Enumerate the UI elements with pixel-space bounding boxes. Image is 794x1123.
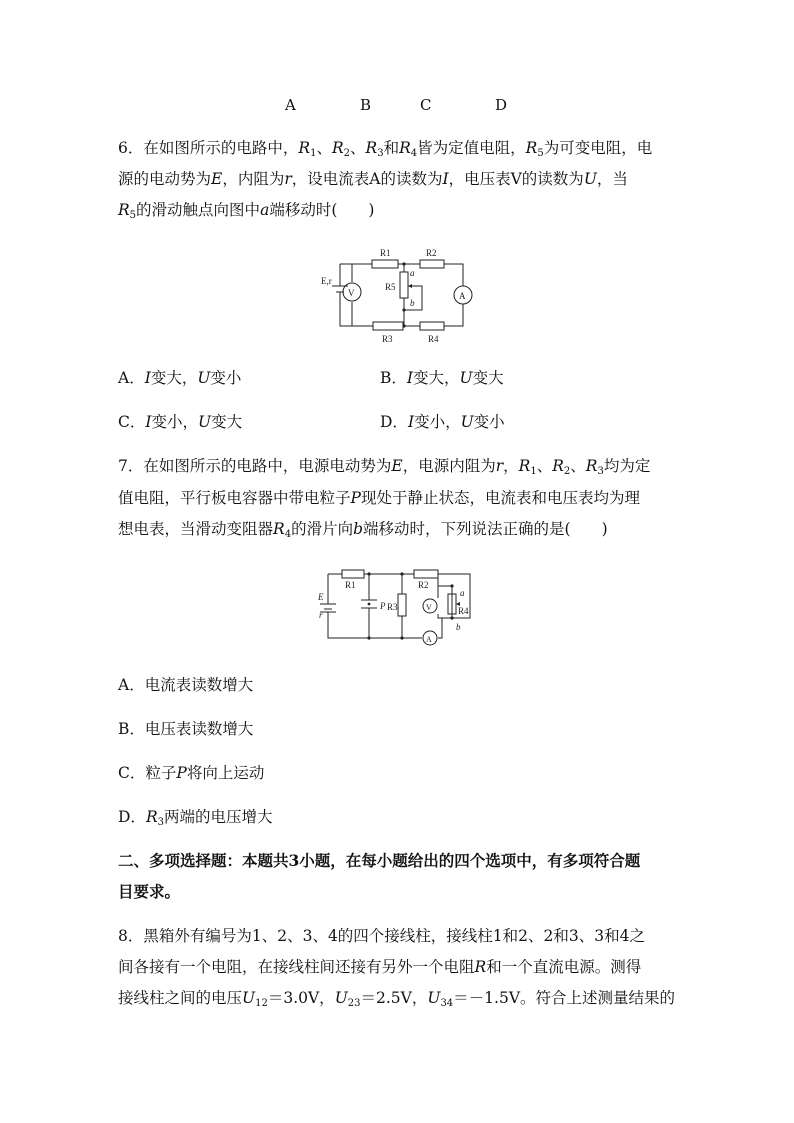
q6-option-c[interactable]: C．I变小，U变大	[118, 413, 243, 431]
fig7-v: V	[426, 603, 432, 612]
fig7-b-point: b	[456, 622, 461, 632]
fig7-e: E	[318, 592, 324, 602]
fig6-r2: R2	[426, 248, 437, 258]
q6-option-d[interactable]: D．I变小，U变小	[380, 413, 505, 431]
q6-line-1: 6．在如图所示的电路中，$R_1$、$R_2$、$R_3$和$R_4$皆为定值电阻，$R_5$为可变电阻，电	[118, 139, 653, 159]
fig7-r: r	[319, 610, 323, 620]
top-label-a: A	[285, 96, 296, 114]
q7-line-1: 7．在如图所示的电路中，电源电动势为E，电源内阻为r，$R_1$、$R_2$、$R_3$均为定	[118, 457, 651, 477]
q7-line-2: 值电阻，平行板电容器中带电粒子P现处于静止状态，电流表和电压表均为理	[118, 489, 640, 507]
top-label-d: D	[495, 96, 508, 114]
fig7-r3: R3	[387, 602, 398, 612]
q7-option-d[interactable]: D．$R_3$两端的电压增大	[118, 808, 273, 828]
fig6-a-point: a	[410, 268, 415, 278]
q6-option-a[interactable]: A．I变大，U变小	[118, 369, 242, 387]
q7-option-c[interactable]: C．粒子P将向上运动	[118, 764, 265, 782]
fig6-v: V	[348, 288, 355, 298]
q7-option-b[interactable]: B．电压表读数增大	[118, 720, 254, 738]
fig6-r3: R3	[382, 334, 393, 344]
section-2-heading-line-2: 目要求。	[118, 882, 181, 901]
q6-line-3: $R_5$的滑动触点向图中a端移动时( )	[118, 201, 375, 221]
q8-line-2: 间各接有一个电阻，在接线柱间还接有另外一个电阻R和一个直流电源。测得	[118, 958, 642, 976]
fig6-b-point: b	[410, 298, 415, 308]
q6-option-b[interactable]: B．I变大，U变大	[380, 369, 504, 387]
fig6-r4: R4	[428, 334, 439, 344]
top-label-b: B	[360, 96, 372, 114]
q7-circuit-figure	[314, 566, 479, 648]
fig7-r4: R4	[458, 606, 469, 616]
fig7-p: P	[380, 601, 386, 611]
fig6-r5: R5	[385, 282, 396, 292]
fig7-a-point: a	[460, 588, 465, 598]
q8-line-3: 接线柱之间的电压$U_{12}=3.0V$，$U_{23}=2.5V$，$U_{34}=-1.5V$。符合上述测量结果的	[118, 989, 676, 1009]
fig6-a: A	[459, 291, 466, 301]
section-2-heading-line-1: 二、多项选择题：本题共3小题，在每小题给出的四个选项中，有多项符合题	[118, 851, 641, 870]
fig7-r1: R1	[345, 580, 356, 590]
fig6-er: E,r	[321, 276, 332, 286]
q6-line-2: 源的电动势为E，内阻为r，设电流表A的读数为I，电压表V的读数为U，当	[118, 170, 628, 188]
top-label-c: C	[420, 96, 432, 114]
fig6-r1: R1	[380, 248, 391, 258]
q8-line-1: 8．黑箱外有编号为1、2、3、4的四个接线柱，接线柱1和2、2和3、3和4之	[118, 927, 645, 945]
q6-circuit-figure	[318, 240, 478, 345]
fig7-a: A	[426, 635, 432, 644]
q7-line-3: 想电表，当滑动变阻器$R_4$的滑片向b端移动时，下列说法正确的是( )	[118, 520, 608, 540]
fig7-r2: R2	[418, 580, 429, 590]
q7-option-a[interactable]: A．电流表读数增大	[118, 676, 254, 694]
